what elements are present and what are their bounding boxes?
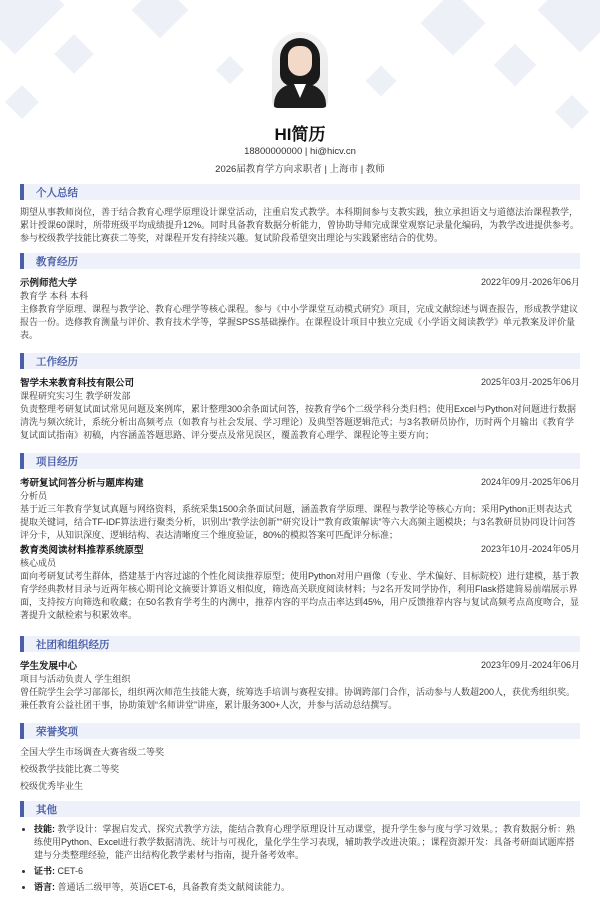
section-header-awards: 荣誉奖项 <box>20 723 580 739</box>
project-text: 面向考研复试考生群体，搭建基于内容过滤的个性化阅读推荐原型；使用Python对用户画像（专业、学术偏好、目标院校）进行建模，基于教育学经典教材目录与近两年核心期刊论文摘要计算语义相似度，筛选高关联度阅读材料；与2名开发同学协作，利用Flask搭建简易前端展示界面，支持按方向筛选和收藏；在50名教育学考生的内测中，推荐内容的平均点击率达到45%，用户反馈推荐内容与复试高频考点高度吻合，显著提升文献检索与积累效率。 <box>20 571 580 620</box>
work-date: 2025年03月-2025年06月 <box>480 377 580 387</box>
section-awards <box>20 723 580 796</box>
education-school: 示例师范大学 <box>20 278 78 289</box>
section-header-campus: 社团和组织经历 <box>20 636 580 652</box>
campus-date: 2023年09月-2024年06月 <box>480 660 580 670</box>
award-item: 校级教学技能比赛二等奖 <box>20 764 120 774</box>
summary-text: 期望从事教师岗位，善于结合教育心理学原理设计课堂活动，注重启发式教学。本科期间参与支教实践，独立承担语文与道德法治课程教学，累计授课60课时，所带班级平均成绩提升12%。同时具备教育数据分析能力，曾协助导师完成课堂观察记录量化编码，为教学改进提供参考。参与校级教学技能比赛获二等奖，对课程开发有持续兴趣。复试阶段希望突出理论与实践紧密结合的优势。 <box>20 207 580 243</box>
section-education <box>20 253 580 342</box>
project-text: 基于近三年教育学复试真题与网络资料，系统采集1500余条面试问题，涵盖教育学原理、课程与教学论等核心方向；采用Python正则表达式提取关键词，结合TF-IDF算法进行聚类分析，识别出“教学法创新”“研究设计”“教育政策解读”等六大高频主题模块；与3名教研员协同设计问答评分卡，从知识深度、逻辑结构、表达清晰度三个维度验证，80%的模拟答案可匹配评分标准； <box>20 504 576 540</box>
avatar <box>272 32 328 108</box>
job-intent-line: 2026届教育学方向求职者 | 上海市 | 教师 <box>215 164 385 175</box>
section-summary <box>20 184 580 245</box>
contact-line: 18800000000 | hi@hicv.cn <box>244 146 356 157</box>
section-header-summary: 个人总结 <box>20 184 580 200</box>
misc-item-languages: • 语言: 普通话二级甲等，英语CET-6，具备教育类文献阅读能力。 <box>34 881 580 894</box>
resume-name: HI简历 <box>274 125 326 144</box>
project-date: 2023年10月-2024年05月 <box>480 544 580 554</box>
section-header-work: 工作经历 <box>20 353 580 369</box>
award-item: 校级优秀毕业生 <box>20 781 84 791</box>
misc-item-skills: • 技能: 教学设计：掌握启发式、探究式教学方法，能结合教育心理学原理设计互动课堂，提升学生参与度与学习效果。；教育数据分析：熟练使用Python、Excel进行教学数据清洗、统计与可视化，量化学生学习表现，辅助教学改进决策。；课程资源开发：具备考研面试题库搭建与分类整理经验，能产出结构化教学素材与指南，提升备考效率。 <box>34 823 580 862</box>
work-company: 智学未来教育科技有限公司 <box>20 378 135 389</box>
project-title: 考研复试问答分析与题库构建 <box>20 478 144 489</box>
campus-text: 曾任院学生会学习部部长，组织两次师范生技能大赛，统筹选手培训与赛程安排。协调跨部门合作，活动参与人数超200人，获优秀组织奖。兼任教育公益社团干事，协助策划“名师讲堂”讲座，累计服务300+人次，并参与活动总结撰写。 <box>20 687 576 710</box>
section-campus <box>20 636 580 712</box>
project-date: 2024年09月-2025年06月 <box>480 477 580 487</box>
misc-item-certificates: • 证书: CET-6 <box>34 865 580 878</box>
campus-org: 学生发展中心 <box>20 661 78 672</box>
section-misc <box>20 801 580 897</box>
work-role: 课程研究实习生 教学研发部 <box>20 391 131 401</box>
project-title: 教育类阅读材料推荐系统原型 <box>20 545 144 556</box>
section-header-misc: 其他 <box>20 801 580 817</box>
section-projects <box>20 453 580 622</box>
section-header-projects: 项目经历 <box>20 453 580 469</box>
education-date: 2022年09月-2026年06月 <box>480 277 580 287</box>
project-role: 核心成员 <box>20 558 57 568</box>
education-text: 主修教育学原理、课程与教学论、教育心理学等核心课程。参与《中小学课堂互动模式研究》项目，完成文献综述与调查报告，形成教学建议报告一份。选修教育测量与评价、教育技术学等，掌握SPSS基础操作。在课程设计项目中独立完成《小学语文阅读教学》单元教案及评价量表。 <box>20 304 579 340</box>
section-work <box>20 353 580 442</box>
campus-role: 项目与活动负责人 学生组织 <box>20 674 131 684</box>
work-text: 负责整理考研复试面试常见问题及案例库，累计整理300余条面试问答，按教育学6个二级学科分类归档；使用Excel与Python对问题进行数据清洗与频次统计，系统分析出高频考点（如教育与社会发展、学习理论）及典型答题逻辑范式；与3名教研员协作，历时两个月输出《教育学复试面试指南》初稿，内容涵盖答题思路、评分要点及常见误区，覆盖教育心理学、课程论等主要方向； <box>20 404 577 440</box>
section-header-education: 教育经历 <box>20 253 580 269</box>
award-item: 全国大学生市场调查大赛省级二等奖 <box>20 747 165 757</box>
project-role: 分析员 <box>20 491 48 501</box>
education-degree: 教育学 本科 本科 <box>20 291 89 301</box>
